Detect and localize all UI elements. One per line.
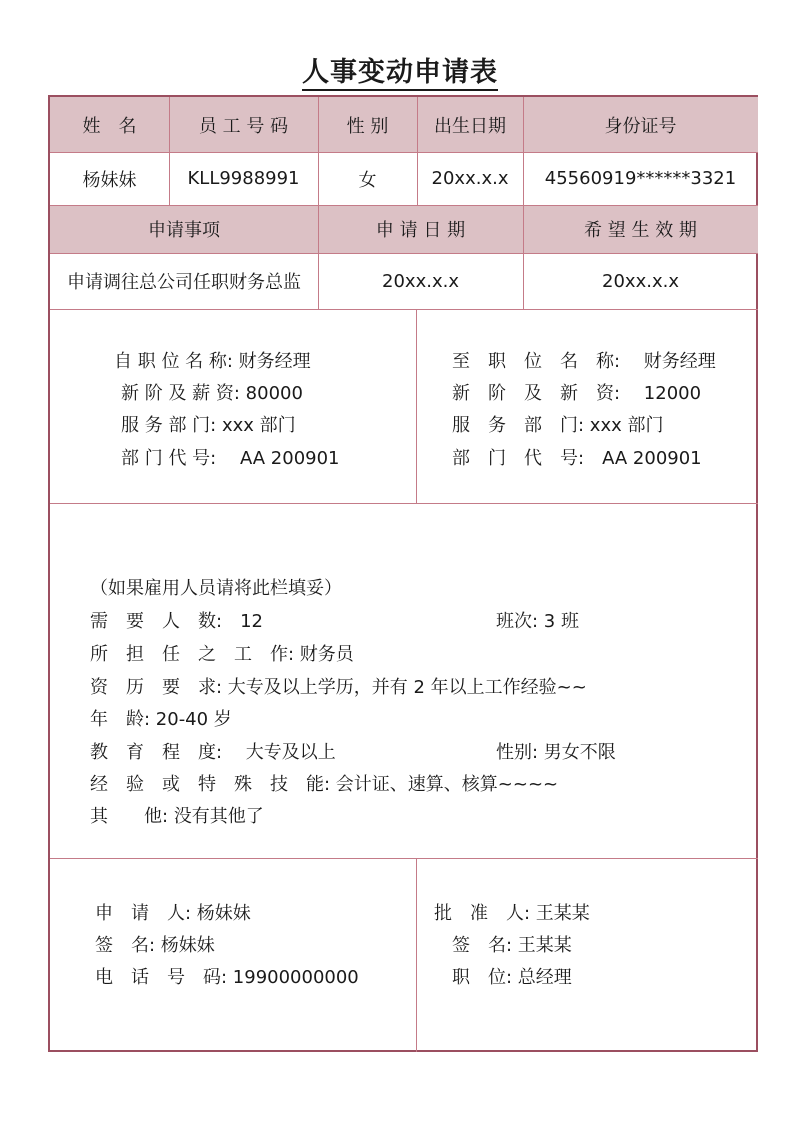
form-frame — [48, 95, 758, 1052]
form-title: 人事变动申请表 — [0, 50, 800, 89]
value-gender: 女 — [358, 169, 377, 191]
hiring-gender: 性别: 男女不限 — [496, 742, 616, 763]
applicant-name: 申 请 人: 杨妹妹 — [95, 903, 251, 924]
hiring-age: 年 龄: 20-40 岁 — [90, 709, 232, 730]
approver-position: 职 位: 总经理 — [452, 967, 572, 988]
header-birthdate: 出生日期 — [417, 97, 523, 152]
header-effective-date: 希 望 生 效 期 — [523, 205, 758, 253]
from-department-code: 部 门 代 号: AA 200901 — [121, 448, 340, 469]
to-department: 服 务 部 门: xxx 部门 — [452, 415, 664, 436]
header-gender: 性 别 — [318, 97, 417, 152]
value-effective-date: 20xx.x.x — [602, 270, 679, 292]
to-position: 至 职 位 名 称: 财务经理 — [452, 351, 716, 372]
value-id-number: 45560919******3321 — [544, 168, 737, 189]
header-request-item: 申请事项 — [50, 205, 318, 253]
header-name: 姓 名 — [50, 97, 169, 152]
hiring-shift: 班次: 3 班 — [496, 611, 579, 632]
hiring-duty: 所 担 任 之 工 作: 财务员 — [90, 644, 354, 665]
from-position: 自 职 位 名 称: 财务经理 — [114, 351, 311, 372]
from-salary: 新 阶 及 薪 资: 80000 — [121, 383, 303, 404]
hiring-note: （如果雇用人员请将此栏填妥） — [90, 578, 342, 599]
hiring-count: 需 要 人 数: 12 — [90, 611, 263, 632]
header-employee-id: 员 工 号 码 — [169, 97, 318, 152]
applicant-phone: 电 话 号 码: 19900000000 — [95, 967, 359, 988]
hiring-education: 教 育 程 度: 大专及以上 — [90, 742, 336, 763]
value-request-item: 申请调往总公司任职财务总监 — [67, 272, 301, 293]
to-department-code: 部 门 代 号: AA 200901 — [452, 448, 702, 469]
approver-name: 批 准 人: 王某某 — [434, 903, 590, 924]
value-name: 杨妹妹 — [82, 169, 137, 191]
value-request-date: 20xx.x.x — [382, 270, 459, 292]
from-department: 服 务 部 门: xxx 部门 — [121, 415, 296, 436]
applicant-signature: 签 名: 杨妹妹 — [95, 935, 215, 956]
hiring-experience: 资 历 要 求: 大专及以上学历，并有 2 年以上工作经验~~ — [90, 677, 587, 698]
value-employee-id: KLL9988991 — [187, 168, 300, 189]
approver-signature: 签 名: 王某某 — [452, 935, 572, 956]
header-request-date: 申 请 日 期 — [318, 205, 523, 253]
to-salary: 新 阶 及 新 资: 12000 — [452, 383, 702, 404]
hiring-skills: 经 验 或 特 殊 技 能: 会计证、速算、核算~~~~ — [90, 774, 559, 795]
hiring-other: 其 他: 没有其他了 — [90, 806, 264, 827]
header-id-number: 身份证号 — [523, 97, 758, 152]
value-birthdate: 20xx.x.x — [431, 168, 509, 189]
